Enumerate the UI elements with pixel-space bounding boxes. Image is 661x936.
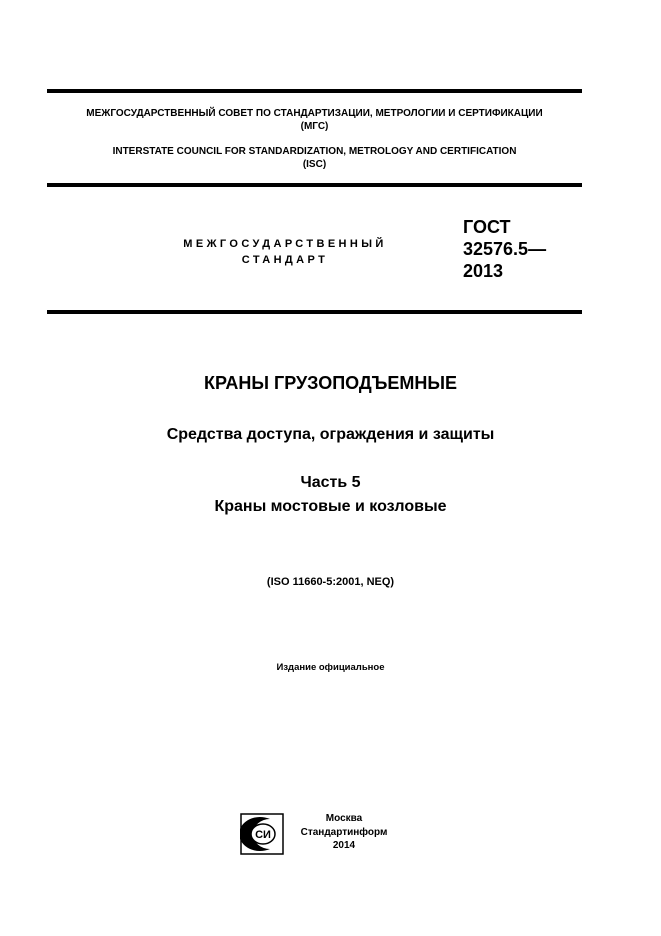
gost-number: 32576.5—: [463, 239, 547, 259]
publisher-block: [295, 812, 393, 853]
edition-note: Издание официальное: [276, 662, 385, 673]
document-subtitle: Средства доступа, ограждения и защиты: [166, 426, 495, 443]
gost-word: ГОСТ: [463, 217, 511, 237]
part-number: Часть 5: [300, 474, 361, 491]
publisher-city: Москва: [325, 813, 363, 824]
council-ru-abbr: (МГС): [300, 121, 329, 132]
gost-designation: [463, 216, 546, 282]
document-part: [0, 471, 661, 519]
publisher-year: 2014: [332, 840, 356, 851]
council-ru-name: МЕЖГОСУДАРСТВЕННЫЙ СОВЕТ ПО СТАНДАРТИЗАЦИИ, МЕТРОЛОГИИ И СЕРТИФИКАЦИИ: [86, 108, 543, 119]
mid-rule-1: [47, 183, 582, 187]
council-en-abbr: (ISC): [302, 159, 327, 170]
standard-label: [150, 236, 420, 268]
council-en-name: INTERSTATE COUNCIL FOR STANDARDIZATION, METROLOGY AND CERTIFICATION: [112, 146, 517, 157]
logo-text: СИ: [255, 829, 271, 841]
top-rule: [47, 89, 582, 93]
standard-label-line1: МЕЖГОСУДАРСТВЕННЫЙ: [183, 238, 387, 250]
publisher-name: Стандартинформ: [300, 826, 388, 838]
council-en: [47, 145, 582, 171]
standartinform-logo-icon: [240, 813, 284, 855]
council-ru: [47, 107, 582, 133]
document-title: КРАНЫ ГРУЗОПОДЪЕМНЫЕ: [203, 373, 458, 393]
iso-reference: (ISO 11660-5:2001, NEQ): [266, 576, 395, 588]
mid-rule-2: [47, 310, 582, 314]
gost-year: 2013: [463, 261, 504, 281]
part-title: Краны мостовые и козловые: [214, 498, 447, 515]
standard-label-line2: СТАНДАРТ: [241, 254, 329, 266]
